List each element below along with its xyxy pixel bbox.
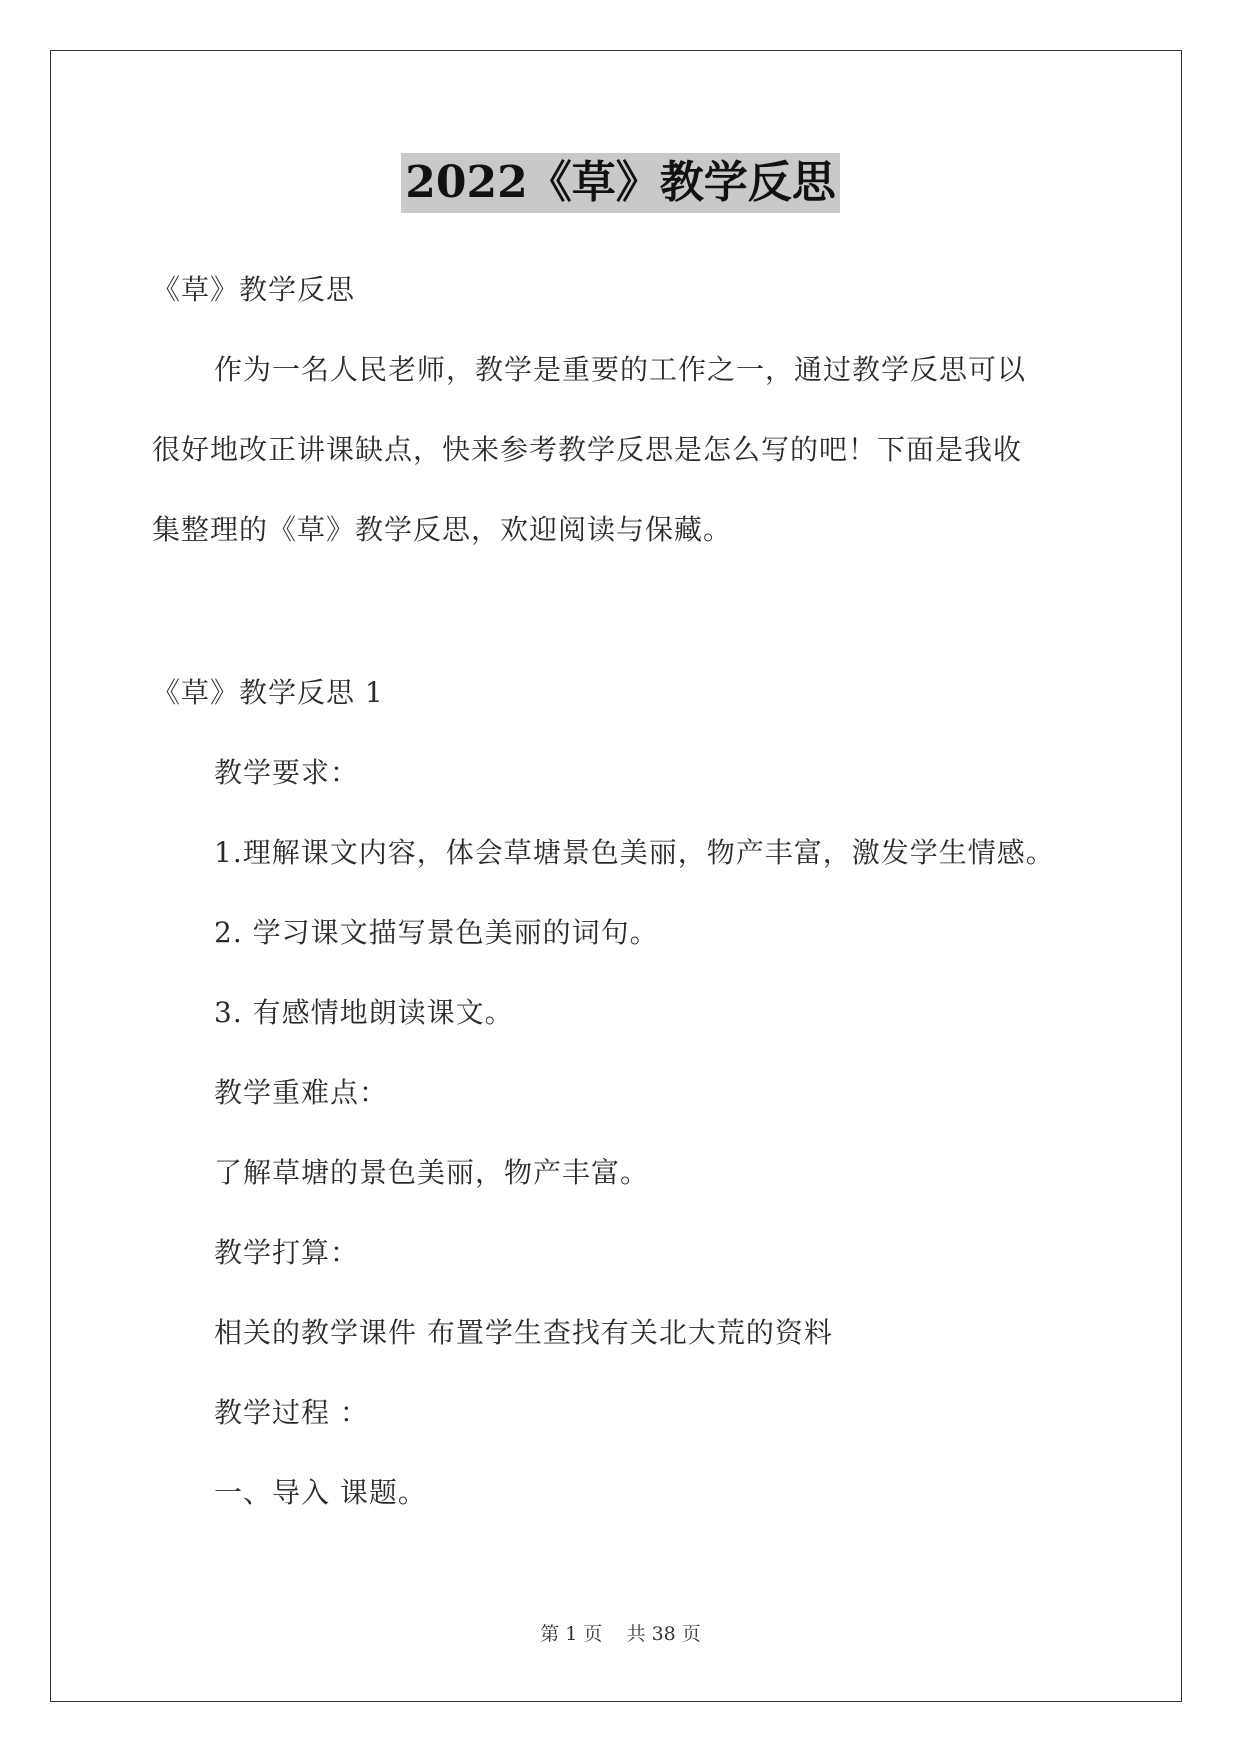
title-container	[0, 153, 1241, 213]
page-footer	[0, 1620, 1241, 1648]
body-line: 教学要求：	[214, 756, 360, 789]
body-line: 教学过程 ：	[214, 1396, 369, 1429]
body-line: 1.理解课文内容，体会草塘景色美丽，物产丰富，激发学生情感。	[214, 836, 1055, 869]
body-line: 了解草塘的景色美丽，物产丰富。	[214, 1156, 650, 1189]
intro-line-3: 集整理的《草》教学反思，欢迎阅读与保藏。	[152, 513, 733, 546]
page-number: 第 1 页	[540, 1623, 603, 1645]
body-line: 教学打算：	[214, 1236, 360, 1269]
body-line: 一、导入 课题。	[214, 1476, 427, 1509]
body-line: 2. 学习课文描写景色美丽的词句。	[214, 916, 659, 949]
section-heading: 《草》教学反思 1	[152, 676, 384, 709]
document-title: 2022《草》教学反思	[401, 153, 839, 213]
document-heading: 《草》教学反思	[152, 273, 356, 306]
body-line: 相关的教学课件 布置学生查找有关北大荒的资料	[214, 1316, 833, 1349]
intro-line-1: 作为一名人民老师，教学是重要的工作之一，通过教学反思可以	[214, 353, 1027, 386]
intro-line-2: 很好地改正讲课缺点，快来参考教学反思是怎么写的吧！下面是我收	[152, 433, 1023, 466]
body-line: 教学重难点：	[214, 1076, 389, 1109]
page-total: 共 38 页	[626, 1623, 701, 1645]
body-line: 3. 有感情地朗读课文。	[214, 996, 514, 1029]
